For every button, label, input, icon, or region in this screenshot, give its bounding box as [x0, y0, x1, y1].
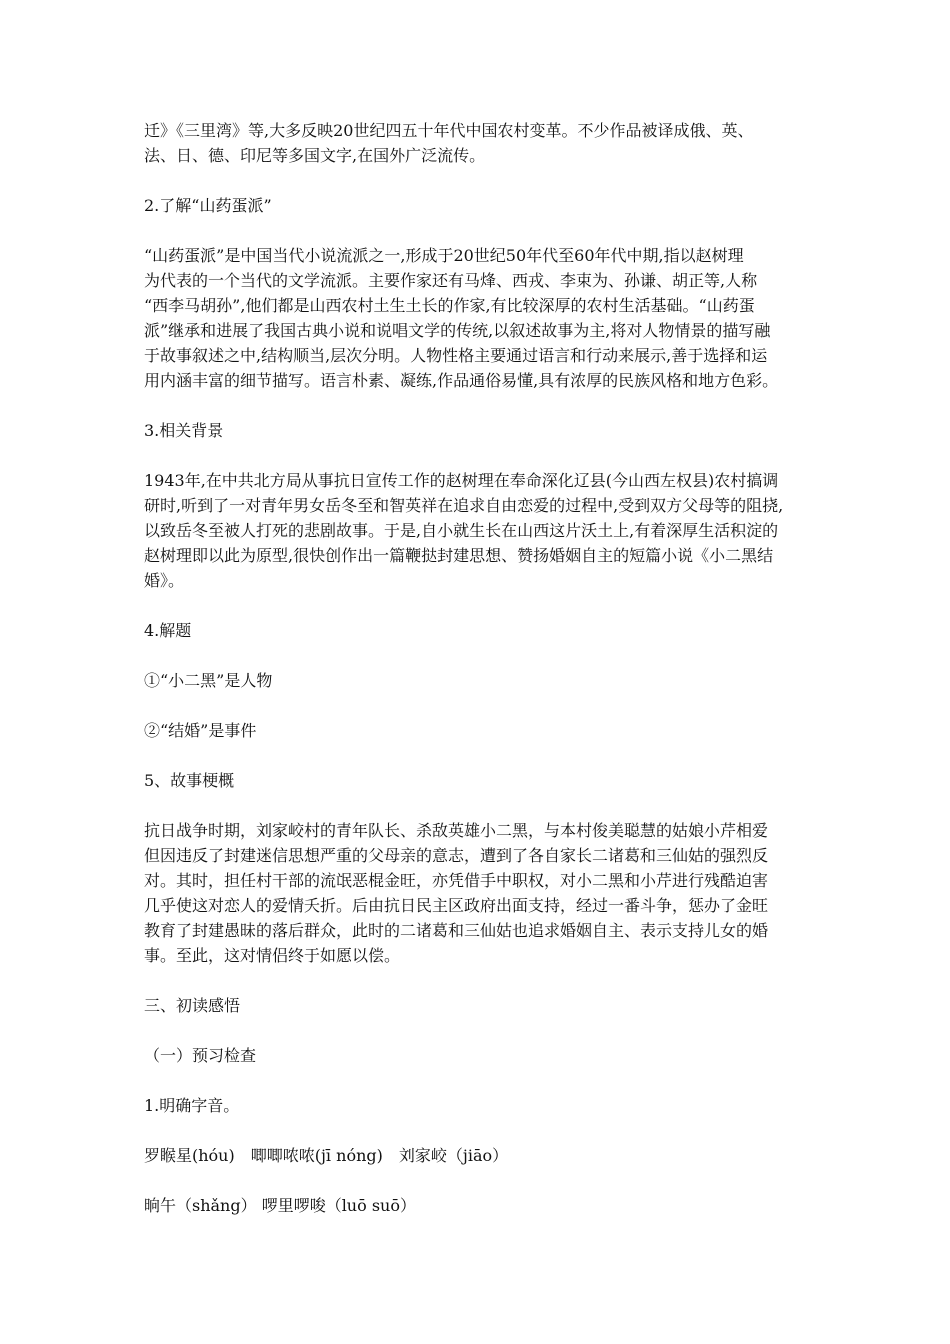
pronunciation-row-1 [144, 1143, 810, 1168]
text-line: （一）预习检查 [144, 1046, 257, 1065]
text-line: 赵树理即以此为原型,很快创作出一篇鞭挞封建思想、赞扬婚姻自主的短篇小说《小二黑结 [144, 546, 774, 565]
heading-background [144, 418, 810, 443]
text-line: 4.解题 [144, 621, 192, 640]
text-line: 事。至此，这对情侣终于如愿以偿。 [144, 946, 401, 965]
paragraph-works-intro [144, 118, 810, 168]
text-line: 法、日、德、印尼等多国文字,在国外广泛流传。 [144, 146, 486, 165]
heading-first-reading [144, 993, 810, 1018]
text-line: ②“结婚”是事件 [144, 721, 257, 740]
heading-title-explanation [144, 618, 810, 643]
heading-story-summary [144, 768, 810, 793]
text-line: 于故事叙述之中,结构顺当,层次分明。人物性格主要通过语言和行动来展示,善于选择和运 [144, 346, 768, 365]
text-line: 婚》。 [144, 571, 185, 590]
text-line: 晌午（shǎng） 啰里啰唆（luō suō） [144, 1196, 416, 1215]
text-line: ①“小二黑”是人物 [144, 671, 273, 690]
text-line: 对。其时，担任村干部的流氓恶棍金旺，亦凭借手中职权，对小二黑和小芹进行残酷迫害 [144, 871, 769, 890]
text-line: 1943年,在中共北方局从事抗日宣传工作的赵树理在奉命深化辽县(今山西左权县)农村搞调 [144, 471, 779, 490]
text-line: 派”继承和进展了我国古典小说和说唱文学的传统,以叙述故事为主,将对人物情景的描写融 [144, 321, 771, 340]
text-line: 5、故事梗概 [144, 771, 235, 790]
text-line: 教育了封建愚昧的落后群众，此时的二诸葛和三仙姑也追求婚姻自主、表示支持儿女的婚 [144, 921, 769, 940]
text-line: 但因违反了封建迷信思想严重的父母亲的意志，遭到了各自家长二诸葛和三仙姑的强烈反 [144, 846, 769, 865]
document-page [144, 118, 810, 1218]
item-character [144, 668, 810, 693]
paragraph-story-summary [144, 818, 810, 968]
paragraph-shanyaodan-school [144, 243, 810, 393]
text-line: 以致岳冬至被人打死的悲剧故事。于是,自小就生长在山西这片沃土上,有着深厚生活积淀的 [144, 521, 779, 540]
text-line: 几乎使这对恋人的爱情夭折。后由抗日民主区政府出面支持，经过一番斗争，惩办了金旺 [144, 896, 769, 915]
text-line: 1.明确字音。 [144, 1096, 240, 1115]
text-line: 研时,听到了一对青年男女岳冬至和智英祥在追求自由恋爱的过程中,受到双方父母等的阻挠, [144, 496, 784, 515]
text-line: 用内涵丰富的细节描写。语言朴素、凝练,作品通俗易懂,具有浓厚的民族风格和地方色彩。 [144, 371, 779, 390]
text-line: 罗睺星(hóu) 唧唧哝哝(jī nóng) 刘家峧（jiāo） [144, 1146, 509, 1165]
heading-pronunciation [144, 1093, 810, 1118]
text-line: “山药蛋派”是中国当代小说流派之一,形成于20世纪50年代至60年代中期,指以赵树理 [144, 246, 744, 265]
item-event [144, 718, 810, 743]
text-line: “西李马胡孙”,他们都是山西农村土生土长的作家,有比较深厚的农村生活基础。“山药蛋 [144, 296, 755, 315]
text-line: 2.了解“山药蛋派” [144, 196, 272, 215]
pronunciation-row-2 [144, 1193, 810, 1218]
heading-preview-check [144, 1043, 810, 1068]
text-line: 3.相关背景 [144, 421, 224, 440]
text-line: 为代表的一个当代的文学流派。主要作家还有马烽、西戎、李束为、孙谦、胡正等,人称 [144, 271, 758, 290]
text-line: 迁》《三里湾》等,大多反映20世纪四五十年代中国农村变革。不少作品被译成俄、英、 [144, 121, 754, 140]
text-line: 三、初读感悟 [144, 996, 241, 1015]
paragraph-background [144, 468, 810, 593]
text-line: 抗日战争时期，刘家峧村的青年队长、杀敌英雄小二黑，与本村俊美聪慧的姑娘小芹相爱 [144, 821, 769, 840]
heading-shanyaodan-school [144, 193, 810, 218]
